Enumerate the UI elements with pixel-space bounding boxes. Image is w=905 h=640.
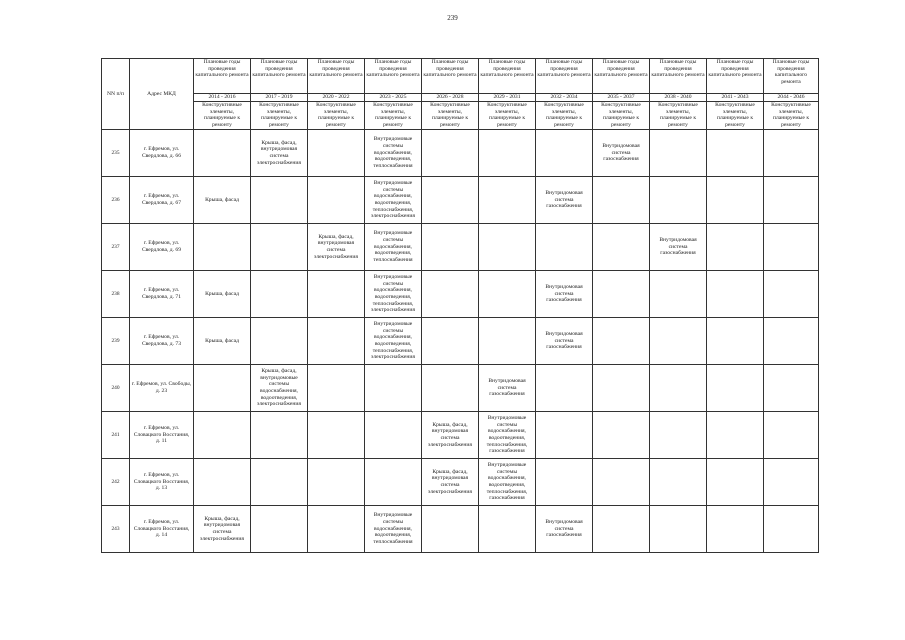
table-row: [102, 177, 819, 224]
period-cell: [365, 459, 422, 506]
header-years: 2032 - 2034: [536, 94, 593, 102]
period-cell: [251, 318, 308, 365]
period-cell: [707, 412, 764, 459]
period-cell: [650, 177, 707, 224]
period-cell: [593, 506, 650, 553]
period-cell: [593, 271, 650, 318]
period-cell: Внутридомовая система газоснабжения: [536, 318, 593, 365]
period-cell: [422, 365, 479, 412]
period-cell: [251, 224, 308, 271]
period-cell: [764, 271, 819, 318]
period-cell: Крыша, фасад, внутридомовая система электроснабжения: [194, 506, 251, 553]
period-cell: [650, 365, 707, 412]
header-address: Адрес МКД: [130, 59, 194, 130]
period-cell: [764, 365, 819, 412]
period-cell: Внутридомовая система газоснабжения: [536, 506, 593, 553]
table-row: [102, 130, 819, 177]
repair-plan-table: [101, 58, 819, 553]
period-cell: [536, 130, 593, 177]
period-cell: [308, 459, 365, 506]
row-number: 237: [102, 224, 130, 271]
header-elements: Конструктивные элементы, планируемые к ремонту: [251, 102, 308, 130]
period-cell: Внутридомовые системы водоснабжения, водоотведения, теплоснабжения, электроснабжения: [365, 318, 422, 365]
period-cell: [707, 365, 764, 412]
header-period-title: Плановые годы проведения капитального ремонта: [194, 59, 251, 94]
header-period-title: Плановые годы проведения капитального ремонта: [764, 59, 819, 94]
header-period-title: Плановые годы проведения капитального ремонта: [593, 59, 650, 94]
header-period-title: Плановые годы проведения капитального ремонта: [365, 59, 422, 94]
header-period-title: Плановые годы проведения капитального ремонта: [251, 59, 308, 94]
period-cell: [764, 318, 819, 365]
period-cell: [479, 130, 536, 177]
period-cell: [194, 224, 251, 271]
period-cell: [308, 271, 365, 318]
header-elements: Конструктивные элементы, планируемые к ремонту: [593, 102, 650, 130]
period-cell: Крыша, фасад, внутридомовая система электроснабжения: [308, 224, 365, 271]
period-cell: [422, 130, 479, 177]
header-years: 2026 - 2028: [422, 94, 479, 102]
header-period-row: [102, 59, 819, 94]
period-cell: [479, 318, 536, 365]
row-number: 242: [102, 459, 130, 506]
period-cell: [764, 224, 819, 271]
table-row: [102, 412, 819, 459]
period-cell: [422, 177, 479, 224]
header-period-title: Плановые годы проведения капитального ремонта: [308, 59, 365, 94]
header-years: 2041 - 2043: [707, 94, 764, 102]
period-cell: Крыша, фасад, внутридомовая система электроснабжения: [251, 130, 308, 177]
period-cell: [707, 506, 764, 553]
row-address: г. Ефремов, ул. Свердлова, д. 69: [130, 224, 194, 271]
header-elements: Конструктивные элементы, планируемые к ремонту: [536, 102, 593, 130]
header-elements: Конструктивные элементы, планируемые к ремонту: [479, 102, 536, 130]
period-cell: [650, 130, 707, 177]
period-cell: [422, 506, 479, 553]
header-years: 2020 - 2022: [308, 94, 365, 102]
period-cell: [308, 506, 365, 553]
period-cell: [251, 177, 308, 224]
period-cell: [194, 365, 251, 412]
header-years: 2017 - 2019: [251, 94, 308, 102]
period-cell: Крыша, фасад: [194, 177, 251, 224]
header-period-title: Плановые годы проведения капитального ремонта: [422, 59, 479, 94]
period-cell: Внутридомовая система газоснабжения: [593, 130, 650, 177]
period-cell: [536, 365, 593, 412]
header-years: 2044 - 2046: [764, 94, 819, 102]
header-elements-row: [102, 102, 819, 130]
period-cell: [650, 412, 707, 459]
period-cell: [707, 271, 764, 318]
period-cell: [194, 412, 251, 459]
period-cell: [536, 224, 593, 271]
period-cell: [308, 365, 365, 412]
period-cell: [251, 412, 308, 459]
period-cell: [764, 506, 819, 553]
row-address: г. Ефремов, ул. Свердлова, д. 66: [130, 130, 194, 177]
period-cell: [251, 459, 308, 506]
table-row: [102, 271, 819, 318]
row-address: г. Ефремов, ул. Словацкого Восстания, д. 13: [130, 459, 194, 506]
header-period-title: Плановые годы проведения капитального ремонта: [650, 59, 707, 94]
period-cell: [593, 224, 650, 271]
table-body: [102, 130, 819, 553]
table-row: [102, 224, 819, 271]
period-cell: [194, 130, 251, 177]
table-row: [102, 318, 819, 365]
row-address: г. Ефремов, ул. Словацкого Восстания, д. 14: [130, 506, 194, 553]
period-cell: [479, 271, 536, 318]
period-cell: [536, 412, 593, 459]
row-address: г. Ефремов, ул. Словацкого Восстания, д. 11: [130, 412, 194, 459]
period-cell: Внутридомовые системы водоснабжения, водоотведения, теплоснабжения: [365, 506, 422, 553]
period-cell: Внутридомовая система газоснабжения: [536, 177, 593, 224]
period-cell: Крыша, фасад, внутридомовые системы водоснабжения, водоотведения, электроснабжения: [251, 365, 308, 412]
period-cell: [650, 506, 707, 553]
header-num: NN п/п: [102, 59, 130, 130]
header-elements: Конструктивные элементы, планируемые к ремонту: [707, 102, 764, 130]
header-years: 2014 - 2016: [194, 94, 251, 102]
row-address: г. Ефремов, ул. Свердлова, д. 67: [130, 177, 194, 224]
header-years: 2029 - 2031: [479, 94, 536, 102]
period-cell: [422, 318, 479, 365]
period-cell: [707, 130, 764, 177]
row-number: 235: [102, 130, 130, 177]
row-number: 236: [102, 177, 130, 224]
period-cell: [764, 177, 819, 224]
period-cell: [536, 459, 593, 506]
period-cell: [764, 412, 819, 459]
row-number: 238: [102, 271, 130, 318]
period-cell: [593, 318, 650, 365]
header-elements: Конструктивные элементы, планируемые к ремонту: [764, 102, 819, 130]
period-cell: Внутридомовая система газоснабжения: [650, 224, 707, 271]
period-cell: [251, 506, 308, 553]
period-cell: [251, 271, 308, 318]
period-cell: Крыша, фасад: [194, 318, 251, 365]
header-years: 2023 - 2025: [365, 94, 422, 102]
header-years-row: [102, 94, 819, 102]
header-period-title: Плановые годы проведения капитального ремонта: [707, 59, 764, 94]
period-cell: [764, 130, 819, 177]
period-cell: [308, 177, 365, 224]
period-cell: [593, 459, 650, 506]
period-cell: [650, 318, 707, 365]
period-cell: Крыша, фасад, внутридомовая система электроснабжения: [422, 412, 479, 459]
period-cell: Крыша, фасад: [194, 271, 251, 318]
page-number: 239: [447, 14, 458, 22]
period-cell: [593, 412, 650, 459]
period-cell: [365, 365, 422, 412]
period-cell: [308, 412, 365, 459]
table-row: [102, 459, 819, 506]
period-cell: [764, 459, 819, 506]
header-years: 2038 - 2040: [650, 94, 707, 102]
period-cell: [308, 318, 365, 365]
period-cell: Внутридомовая система газоснабжения: [479, 365, 536, 412]
header-period-title: Плановые годы проведения капитального ремонта: [479, 59, 536, 94]
period-cell: [593, 177, 650, 224]
period-cell: Внутридомовые системы водоснабжения, водоотведения, теплоснабжения, электроснабжения: [365, 177, 422, 224]
period-cell: [650, 271, 707, 318]
period-cell: [422, 271, 479, 318]
period-cell: [707, 224, 764, 271]
period-cell: [365, 412, 422, 459]
header-elements: Конструктивные элементы, планируемые к ремонту: [422, 102, 479, 130]
period-cell: [422, 224, 479, 271]
row-address: г. Ефремов, ул. Свердлова, д. 73: [130, 318, 194, 365]
period-cell: Внутридомовые системы водоснабжения, водоотведения, теплоснабжения: [365, 130, 422, 177]
period-cell: Внутридомовые системы водоснабжения, водоотведения, теплоснабжения, газоснабжения: [479, 459, 536, 506]
period-cell: [707, 318, 764, 365]
header-years: 2035 - 2037: [593, 94, 650, 102]
period-cell: [194, 459, 251, 506]
period-cell: [308, 130, 365, 177]
table-row: [102, 506, 819, 553]
period-cell: Внутридомовая система газоснабжения: [536, 271, 593, 318]
period-cell: [707, 177, 764, 224]
row-number: 243: [102, 506, 130, 553]
row-number: 240: [102, 365, 130, 412]
period-cell: Внутридомовые системы водоснабжения, водоотведения, теплоснабжения: [365, 224, 422, 271]
period-cell: Крыша, фасад, внутридомовая система электроснабжения: [422, 459, 479, 506]
header-elements: Конструктивные элементы, планируемые к ремонту: [194, 102, 251, 130]
period-cell: [593, 365, 650, 412]
header-period-title: Плановые годы проведения капитального ремонта: [536, 59, 593, 94]
row-number: 241: [102, 412, 130, 459]
header-elements: Конструктивные элементы, планируемые к ремонту: [365, 102, 422, 130]
table-row: [102, 365, 819, 412]
header-elements: Конструктивные элементы, планируемые к ремонту: [308, 102, 365, 130]
row-address: г. Ефремов, ул. Свободы, д. 23: [130, 365, 194, 412]
period-cell: [650, 459, 707, 506]
row-address: г. Ефремов, ул. Свердлова, д. 71: [130, 271, 194, 318]
period-cell: [479, 224, 536, 271]
period-cell: [479, 177, 536, 224]
period-cell: Внутридомовые системы водоснабжения, водоотведения, теплоснабжения, электроснабжения: [365, 271, 422, 318]
row-number: 239: [102, 318, 130, 365]
period-cell: [707, 459, 764, 506]
period-cell: Внутридомовые системы водоснабжения, водоотведения, теплоснабжения, газоснабжения: [479, 412, 536, 459]
period-cell: [479, 506, 536, 553]
header-elements: Конструктивные элементы, планируемые к ремонту: [650, 102, 707, 130]
